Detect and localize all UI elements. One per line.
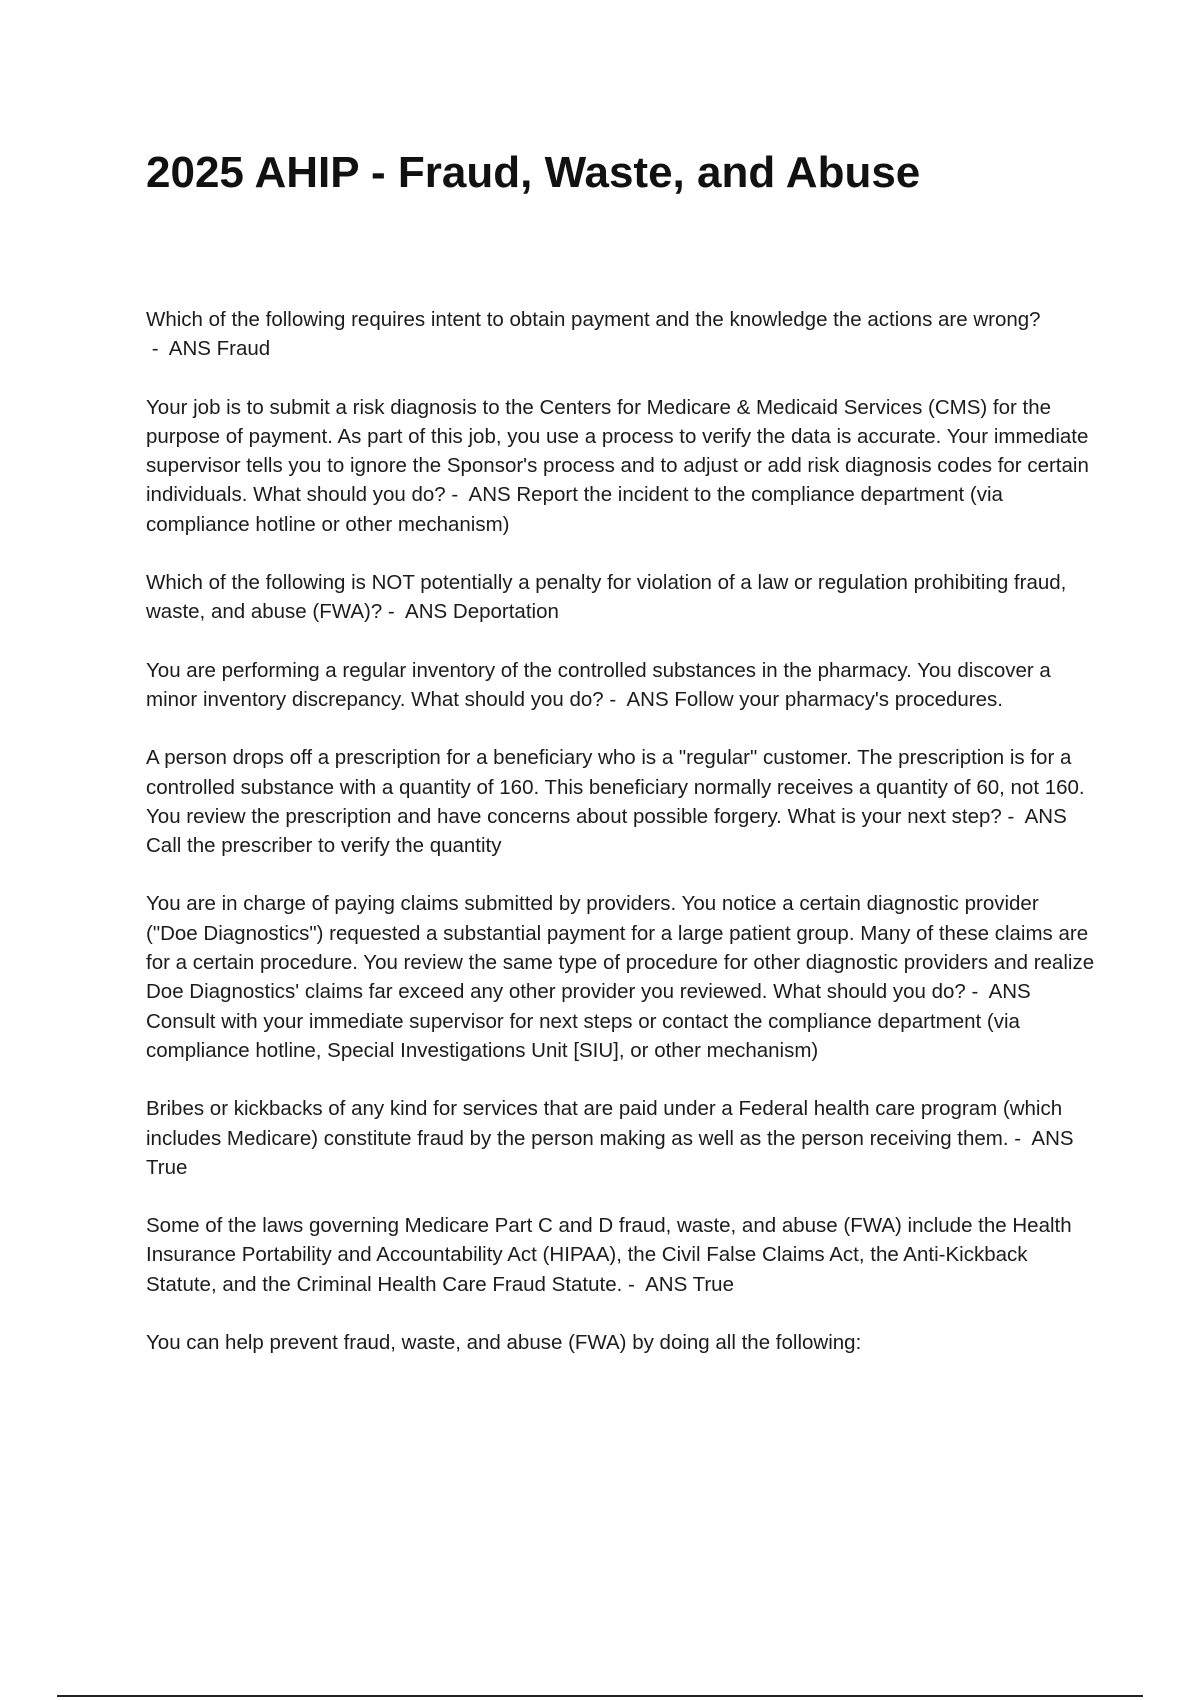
- answer-separator: -: [1001, 804, 1025, 828]
- qa-item: [146, 568, 1096, 627]
- qa-item: [146, 393, 1096, 539]
- answer-text: True: [146, 1155, 188, 1179]
- qa-item: [146, 889, 1096, 1065]
- question-text: Which of the following is NOT potentially a penalty for violation of a law or regulation prohibiting fraud, waste, and abuse (FWA)?: [146, 571, 1067, 624]
- qa-item: [146, 305, 1096, 364]
- qa-item: [146, 1328, 1096, 1357]
- answer-text: Fraud: [216, 337, 271, 361]
- answer-prefix: ANS: [1024, 804, 1067, 828]
- answer-separator: -: [382, 600, 406, 624]
- answer-prefix: ANS: [168, 337, 211, 361]
- answer-separator: -: [146, 337, 169, 361]
- answer-separator: -: [603, 687, 627, 711]
- answer-separator: -: [965, 980, 989, 1004]
- qa-list: [146, 305, 1096, 1386]
- qa-item: [146, 656, 1096, 715]
- qa-item: [146, 743, 1096, 860]
- question-text: You can help prevent fraud, waste, and abuse (FWA) by doing all the following:: [146, 1331, 862, 1355]
- answer-text: True: [692, 1272, 734, 1296]
- question-text: You are performing a regular inventory of the controlled substances in the pharmacy. You discover a minor inventory discrepancy. What should you do?: [146, 658, 1051, 711]
- qa-item: [146, 1211, 1096, 1299]
- question-text: Some of the laws governing Medicare Part C and D fraud, waste, and abuse (FWA) include the Health Insurance Portability and Accountability Act (HIPAA), the Civil False Claims Act, the Anti-Kickback Statute, and the Criminal Health Care Fraud Statute.: [146, 1214, 1072, 1296]
- question-text: A person drops off a prescription for a beneficiary who is a "regular" customer. The prescription is for a controlled substance with a quantity of 160. This beneficiary normally receives a quantity of 60, not 160. You review the prescription and have concerns about possible forgery. What is your next step?: [146, 746, 1085, 828]
- answer-text: Consult with your immediate supervisor for next steps or contact the compliance department (via compliance hotline, Special Investigations Unit [SIU], or other mechanism): [146, 1009, 1020, 1062]
- answer-prefix: ANS: [626, 687, 669, 711]
- answer-prefix: ANS: [1031, 1126, 1074, 1150]
- answer-separator: -: [445, 483, 469, 507]
- answer-text: Follow your pharmacy's procedures.: [674, 687, 1003, 711]
- document-title: 2025 AHIP - Fraud, Waste, and Abuse: [146, 148, 921, 197]
- answer-text: Deportation: [452, 600, 559, 624]
- answer-text: Report the incident to the compliance department (via compliance hotline or other mechanism): [146, 483, 1003, 536]
- footer-divider: [57, 1695, 1143, 1697]
- question-text: Bribes or kickbacks of any kind for services that are paid under a Federal health care program (which includes Medicare) constitute fraud by the person making as well as the person receiving them.: [146, 1097, 1063, 1150]
- answer-separator: -: [1008, 1126, 1032, 1150]
- answer-prefix: ANS: [645, 1272, 688, 1296]
- answer-separator: -: [622, 1272, 646, 1296]
- answer-prefix: ANS: [988, 980, 1031, 1004]
- answer-prefix: ANS: [468, 483, 511, 507]
- question-text: You are in charge of paying claims submitted by providers. You notice a certain diagnostic provider ("Doe Diagnostics") requested a substantial payment for a large patient group. Many of these claims are for a certain procedure. You review the same type of procedure for other diagnostic providers and realize Doe Diagnostics' claims far exceed any other provider you reviewed. What should you do?: [146, 892, 1095, 1004]
- qa-item: [146, 1094, 1096, 1182]
- question-text: Which of the following requires intent to obtain payment and the knowledge the actions are wrong?: [146, 308, 1041, 331]
- answer-prefix: ANS: [405, 600, 448, 624]
- question-text: Your job is to submit a risk diagnosis to the Centers for Medicare & Medicaid Services (CMS) for the purpose of payment. As part of this job, you use a process to verify the data is accurate. Your immediate supervisor tells you to ignore the Sponsor's process and to adjust or add risk diagnosis codes for certain individuals. What should you do?: [146, 395, 1089, 507]
- answer-text: Call the prescriber to verify the quantity: [146, 834, 502, 858]
